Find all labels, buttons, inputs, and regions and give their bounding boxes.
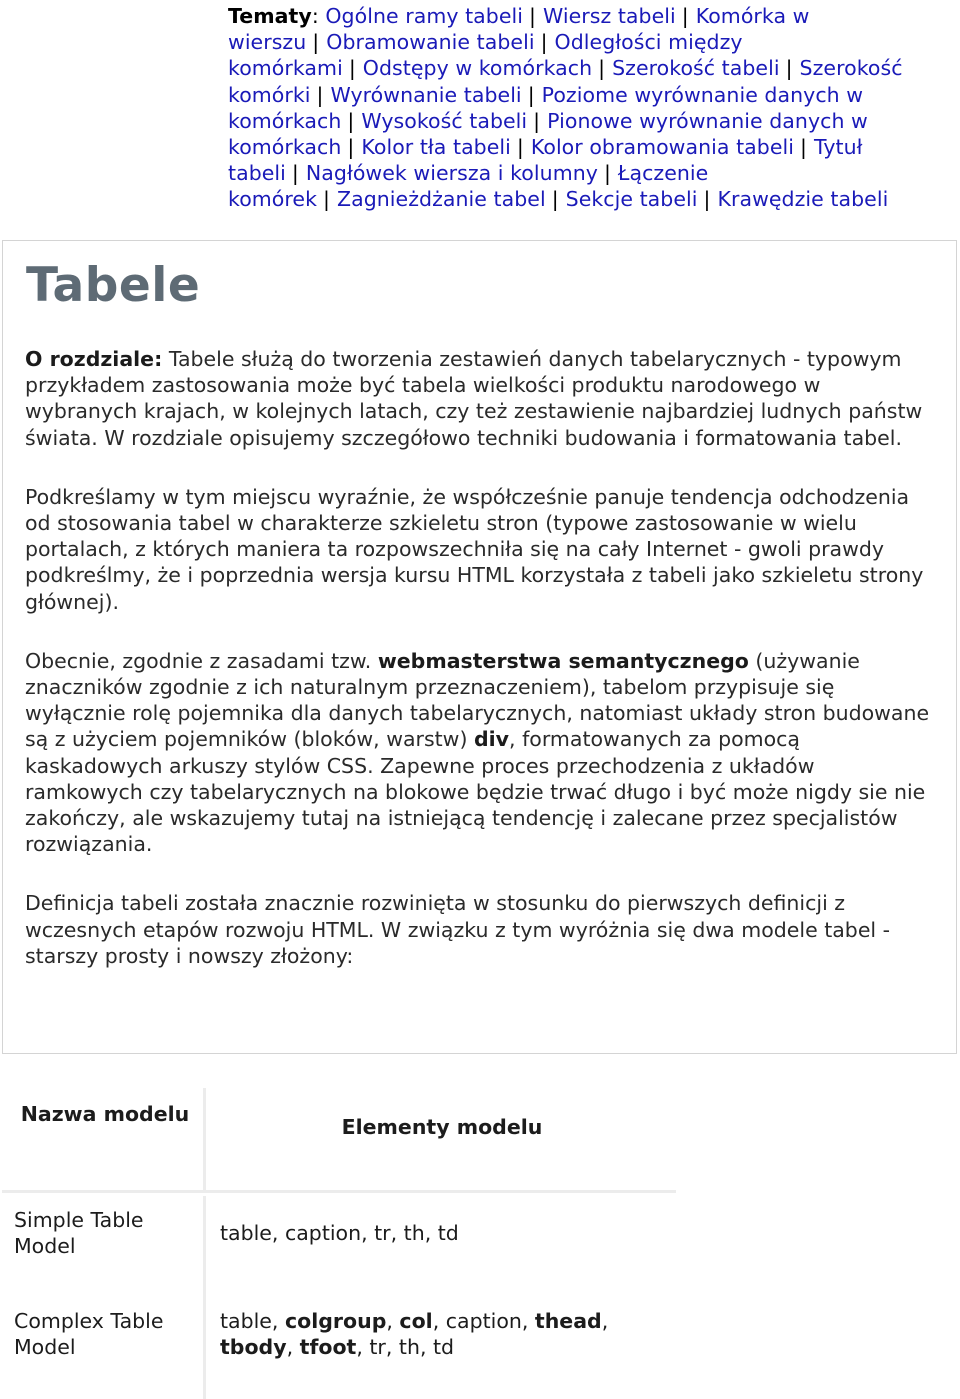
element-tag: tbody — [220, 1335, 287, 1360]
semantic-text-a: Obecnie, zgodnie z zasadami tzw. — [25, 648, 378, 673]
semantic-text-c: (używanie znaczników zgodnie z ich naturalnym przeznaczeniem), tabelom przypisuje się wyłącznie rolę pojemnika dla danych tabelarycznych, natomiast układy stron budowane są z użyciem pojemników (bloków, warstw) — [25, 648, 930, 752]
element-tag: td — [432, 1335, 455, 1360]
definition-paragraph: Definicja tabeli została znacznie rozwinięta w stosunku do pierwszych definicji z wczesnych etapów rozwoju HTML. W związku z tym wyróżnia się dwa modele tabel - starszy prosty i nowszy złożony: — [25, 891, 891, 968]
element-separator: , — [432, 1309, 446, 1333]
topic-link[interactable]: Odstępy w komórkach — [362, 56, 593, 81]
element-tag: caption — [445, 1309, 522, 1333]
topic-link[interactable]: Krawędzie tabeli — [717, 187, 889, 212]
row-simple-elements — [220, 1220, 670, 1246]
semantic-term: webmasterstwa semantycznego — [377, 648, 749, 673]
topic-separator: | — [540, 30, 548, 55]
element-separator: , — [286, 1335, 300, 1360]
topic-link[interactable]: Szerokość tabeli — [612, 56, 780, 81]
element-tag: colgroup — [284, 1309, 387, 1333]
element-separator: , — [521, 1309, 535, 1333]
div-term: div — [473, 727, 510, 752]
element-separator: , — [361, 1221, 375, 1245]
element-separator: , — [386, 1309, 400, 1333]
chapter-content — [25, 346, 937, 1002]
topic-separator: | — [785, 56, 793, 81]
topic-separator: | — [598, 56, 606, 81]
element-separator: , — [385, 1335, 399, 1360]
element-tag: tr — [374, 1221, 391, 1245]
topic-separator: | — [323, 187, 330, 212]
table-divider — [2, 1190, 676, 1193]
topic-link[interactable]: Wyrównanie tabeli — [330, 82, 522, 107]
about-paragraph — [25, 346, 937, 451]
topic-link[interactable]: Komórka w wierszu — [228, 4, 810, 55]
semantic-paragraph — [25, 648, 937, 858]
element-tag: caption — [284, 1221, 362, 1245]
topic-link[interactable]: Odległości między komórkami — [228, 30, 743, 81]
topic-link[interactable]: Nagłówek wiersza i kolumny — [305, 161, 598, 186]
header-model-name: Nazwa modelu — [20, 1102, 190, 1126]
element-separator: , — [356, 1335, 370, 1360]
topic-link[interactable]: Sekcje tabeli — [565, 187, 698, 212]
element-tag: table — [220, 1309, 272, 1333]
element-tag: tr — [369, 1335, 386, 1360]
topic-separator: | — [348, 56, 356, 81]
row-simple-name: Simple Table Model — [14, 1208, 144, 1259]
topic-link[interactable]: Ogólne ramy tabeli — [325, 4, 524, 28]
topic-link[interactable]: Obramowanie tabeli — [326, 30, 535, 55]
topic-link[interactable]: Poziome wyrównanie danych w komórkach — [228, 82, 864, 133]
topic-link[interactable]: Kolor tła tabeli — [361, 135, 511, 160]
element-separator: , — [601, 1309, 609, 1333]
element-tag: th — [398, 1335, 420, 1360]
element-tag: tfoot — [299, 1335, 357, 1360]
element-separator: , — [390, 1221, 404, 1245]
row-complex-name: Complex Table Model — [14, 1309, 164, 1360]
topic-separator: | — [533, 108, 541, 133]
topic-link[interactable]: Wysokość tabeli — [361, 108, 528, 133]
element-tag: table — [220, 1221, 272, 1245]
element-separator: , — [424, 1221, 438, 1245]
page-title: Tabele — [26, 258, 201, 313]
topics-nav — [228, 3, 953, 213]
tendency-paragraph: Podkreślamy w tym miejscu wyraźnie, że współcześnie panuje tendencja odchodzenia od stosowania tabel w charakterze szkieletu stron (typowe zastosowanie w wielu portalach, z których maniera ta rozpowszechniła się na cały Internet - gwoli prawdy podkreślmy, że i poprzednia wersja kursu HTML korzystała z tabeli jako szkieletu strony głównej). — [25, 484, 924, 614]
topic-separator: | — [316, 82, 324, 107]
topic-link[interactable]: Zagnieżdżanie tabel — [336, 187, 546, 212]
topic-separator: | — [312, 30, 320, 55]
element-tag: thead — [534, 1309, 602, 1333]
row-complex-elements — [220, 1308, 670, 1360]
topic-link[interactable]: Szerokość komórki — [228, 56, 903, 107]
element-separator: , — [271, 1221, 285, 1245]
topic-link[interactable]: Pionowe wyrównanie danych w komórkach — [228, 108, 868, 160]
topic-link[interactable]: Kolor obramowania tabeli — [530, 135, 794, 160]
topic-separator: | — [703, 187, 711, 212]
topics-label: Tematy — [228, 4, 312, 28]
element-separator: , — [271, 1309, 285, 1333]
topic-separator: | — [516, 135, 524, 160]
topic-separator: | — [800, 135, 807, 160]
table-divider — [203, 1196, 206, 1399]
topic-separator: | — [527, 82, 535, 107]
topic-separator: | — [291, 161, 299, 186]
topic-separator: | — [347, 135, 355, 160]
element-separator: , — [419, 1335, 433, 1360]
topic-link[interactable]: Tytuł tabeli — [228, 135, 863, 186]
topic-links — [228, 4, 903, 211]
topic-separator: | — [529, 4, 536, 28]
element-tag: col — [399, 1309, 433, 1333]
element-tag: th — [403, 1221, 425, 1245]
topic-link[interactable]: Wiersz tabeli — [542, 4, 676, 28]
topic-separator: | — [603, 161, 611, 186]
semantic-text-e: , formatowanych za pomocą kaskadowych arkuszy stylów CSS. Zapewne proces przechodzenia z układów ramkowych czy tabelarycznych na blokowe będzie trwać długo i być może nigdy sie nie zakończy, ale wskazujemy tutaj na istniejącą tendencję i zalecane przez specjalistów rozwiązania. — [25, 727, 926, 857]
topic-link[interactable]: Łączenie komórek — [228, 161, 709, 212]
about-text: Tabele służą do tworzenia zestawień danych tabelarycznych - typowym przykładem zastosowania może być tabela wielkości produktu narodowego w wybranych krajach, w kolejnych latach, czy też zestawienie najbardziej ludnych państw świata. W rozdziale opisujemy szczegółowo techniki budowania i formatowania tabel. — [25, 347, 923, 450]
header-model-elements: Elementy modelu — [341, 1115, 543, 1139]
element-tag: td — [437, 1221, 459, 1245]
topic-separator: | — [347, 108, 355, 133]
topic-separator: | — [551, 187, 559, 212]
about-label: O rozdziale: — [25, 347, 163, 371]
topics-colon: : — [311, 4, 319, 28]
topic-separator: | — [681, 4, 689, 28]
